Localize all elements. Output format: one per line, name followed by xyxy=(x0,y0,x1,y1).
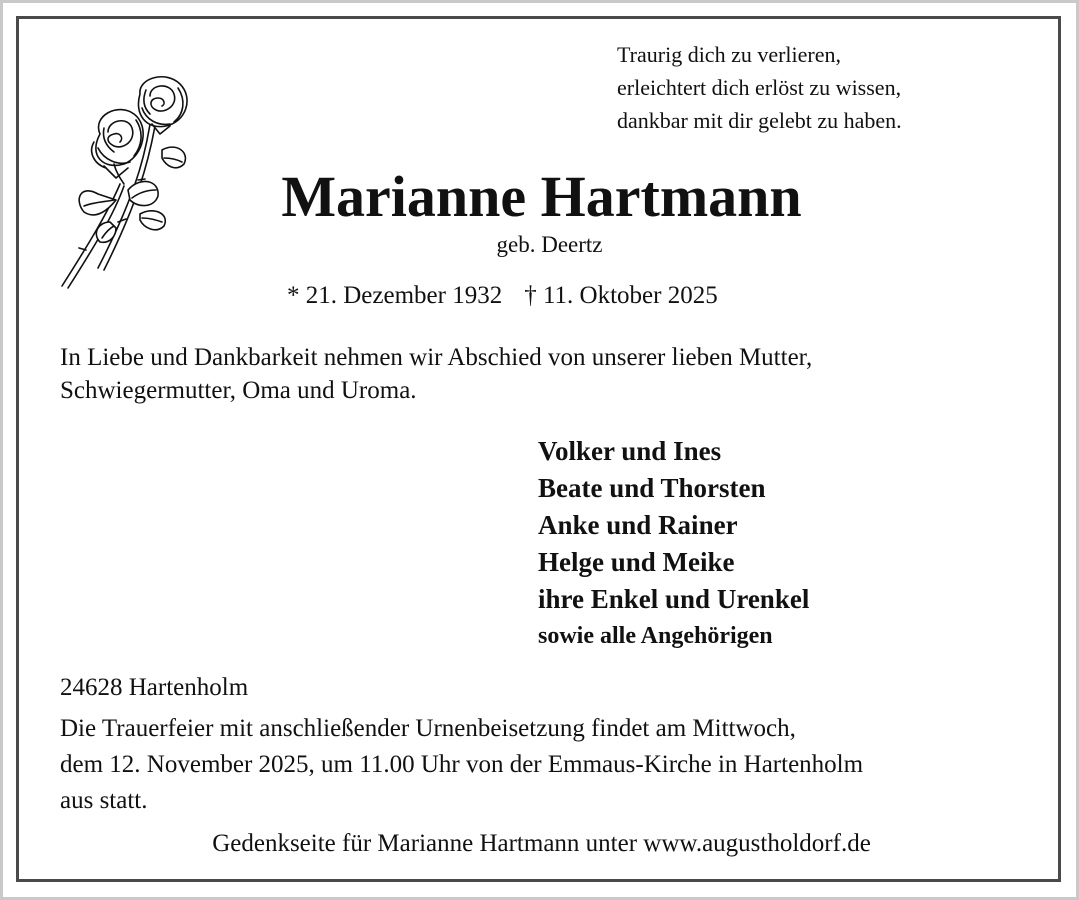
address: 24628 Hartenholm xyxy=(60,674,249,701)
mourner-entry: Anke und Rainer xyxy=(538,510,738,540)
mourner-entry: ihre Enkel und Urenkel xyxy=(538,584,810,614)
service-line: dem 12. November 2025, um 11.00 Uhr von der Emmaus-Kirche in Hartenholm xyxy=(60,751,864,778)
memorial-page-note: Gedenkseite für Marianne Hartmann unter www.augustholdorf.de xyxy=(212,830,871,857)
memorial-verse xyxy=(617,38,902,137)
death-date: † 11. Oktober 2025 xyxy=(524,282,718,309)
farewell-line: In Liebe und Dankbarkeit nehmen wir Abschied von unserer lieben Mutter, xyxy=(60,344,813,371)
maiden-name: geb. Deertz xyxy=(496,232,603,257)
verse-line: dankbar mit dir gelebt zu haben. xyxy=(617,108,902,133)
life-dates xyxy=(287,280,718,312)
mourner-entry: Beate und Thorsten xyxy=(538,473,766,503)
deceased-name: Marianne Hartmann xyxy=(281,164,802,229)
verse-line: erleichtert dich erlöst zu wissen, xyxy=(617,75,902,100)
farewell-text xyxy=(60,341,812,407)
service-line: aus statt. xyxy=(60,787,148,814)
birth-date: * 21. Dezember 1932 xyxy=(287,282,503,309)
verse-line: Traurig dich zu verlieren, xyxy=(617,42,842,67)
farewell-line: Schwiegermutter, Oma und Uroma. xyxy=(60,377,417,404)
service-details xyxy=(60,711,863,819)
mourner-entry: sowie alle Angehörigen xyxy=(538,623,773,649)
mourner-entry: Helge und Meike xyxy=(538,547,735,577)
mourner-entry: Volker und Ines xyxy=(538,436,722,466)
mourners-list xyxy=(538,433,809,655)
service-line: Die Trauerfeier mit anschließender Urnenbeisetzung findet am Mittwoch, xyxy=(60,715,796,742)
